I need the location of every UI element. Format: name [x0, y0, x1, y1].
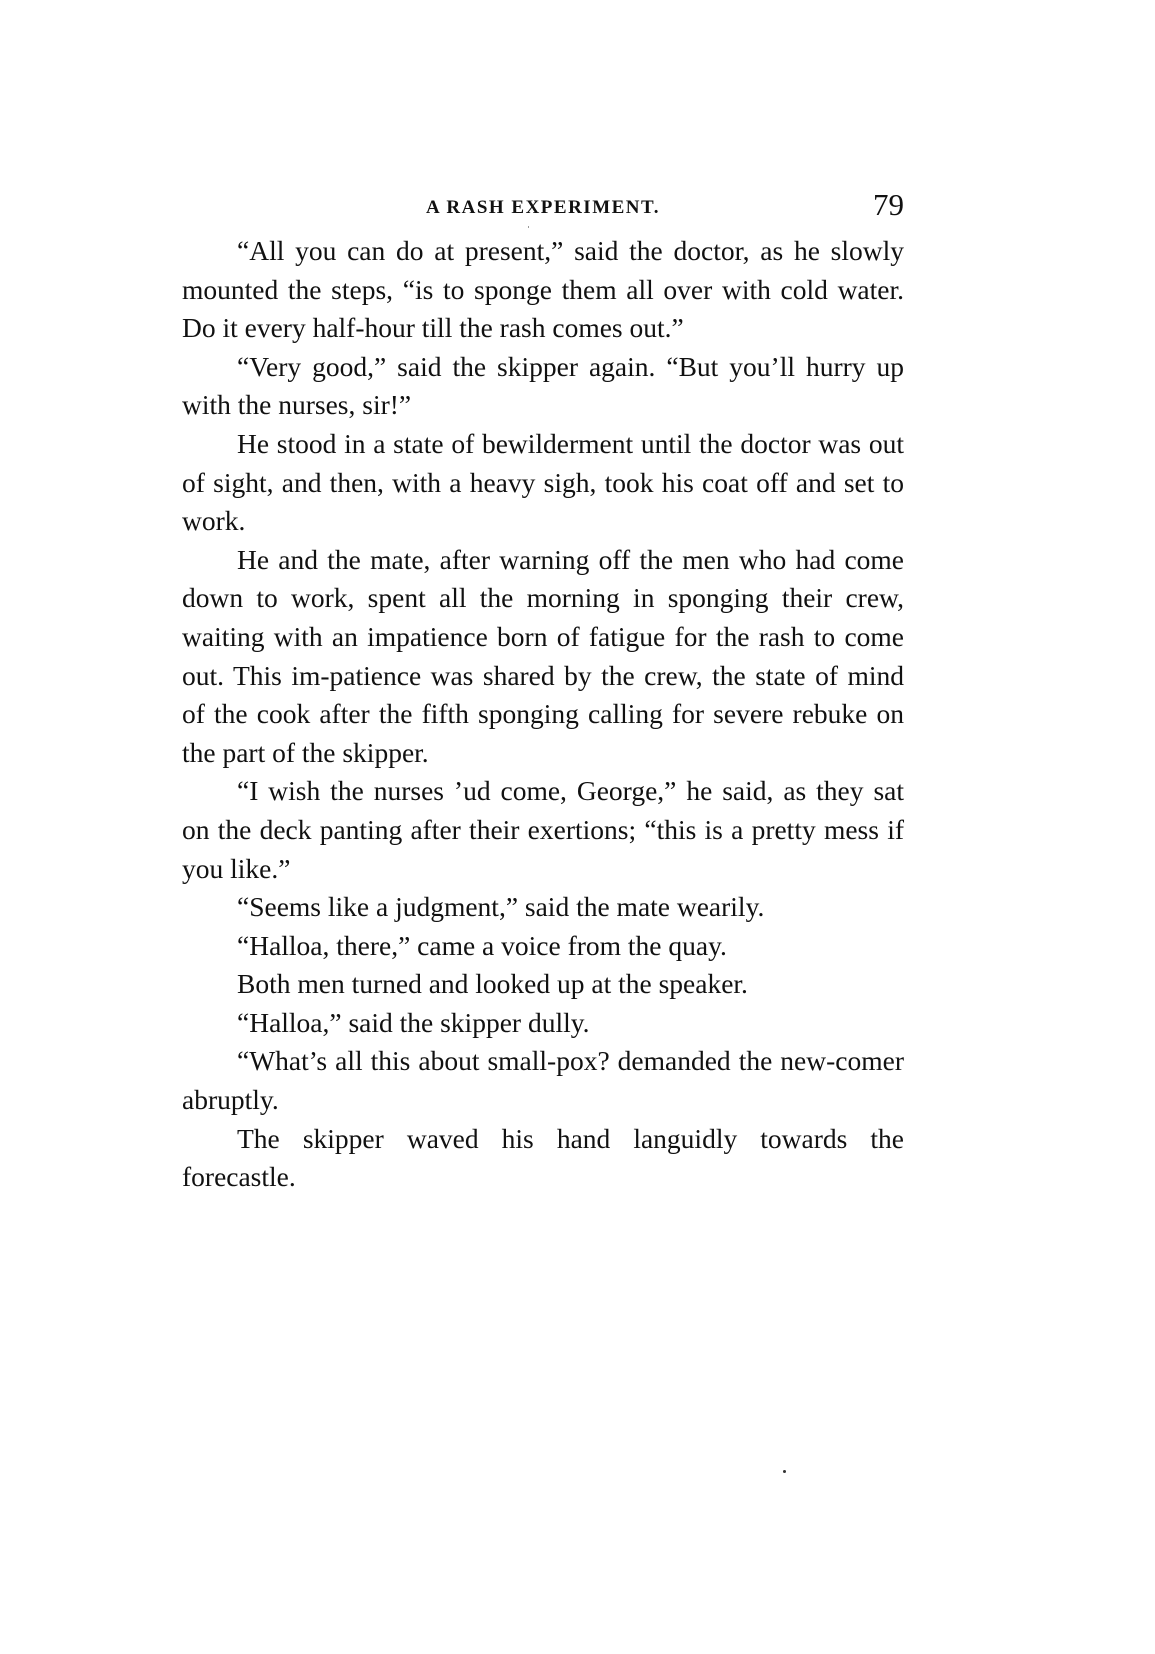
- body-text: [182, 232, 904, 1197]
- paragraph-men-turned: Both men turned and looked up at the speaker.: [237, 968, 748, 1000]
- paragraph-doctor-instructions: “All you can do at present,” said the doctor, as he slowly mounted the steps, “is to sponge them all over with cold water. Do it every half-hour till the rash comes out.”: [182, 235, 904, 344]
- print-speck: [528, 226, 529, 228]
- paragraph-skipper-dully: “Halloa,” said the skipper dully.: [237, 1006, 590, 1038]
- page-number: 79: [873, 187, 904, 222]
- running-title: A RASH EXPERIMENT.: [425, 197, 661, 218]
- running-head: [182, 187, 904, 231]
- paragraph-judgment: “Seems like a judgment,” said the mate wearily.: [237, 891, 765, 923]
- paragraph-wish-nurses: “I wish the nurses ’ud come, George,” he said, as they sat on the deck panting after their exertions; “this is a pretty mess if you like.”: [182, 775, 904, 884]
- print-speck: [783, 1470, 786, 1473]
- paragraph-sponging: He and the mate, after warning off the men who had come down to work, spent all the morning in sponging their crew, waiting with an impatience born of fatigue for the rash to come out. This im-patience was shared by the crew, the state of mind of the cook after the fifth sponging calling for severe rebuke on the part of the skipper.: [182, 543, 904, 768]
- paragraph-voice-from-quay: “Halloa, there,” came a voice from the quay.: [237, 929, 727, 961]
- paragraph-bewilderment: He stood in a state of bewilderment until the doctor was out of sight, and then, with a heavy sigh, took his coat off and set to work.: [182, 427, 904, 537]
- paragraph-forecastle: The skipper waved his hand languidly towards the forecastle.: [182, 1122, 904, 1193]
- paragraph-skipper-reply: “Very good,” said the skipper again. “But you’ll hurry up with the nurses, sir!”: [182, 350, 904, 421]
- paragraph-small-pox-question: “What’s all this about small-pox? demanded the new-comer abruptly.: [182, 1045, 904, 1116]
